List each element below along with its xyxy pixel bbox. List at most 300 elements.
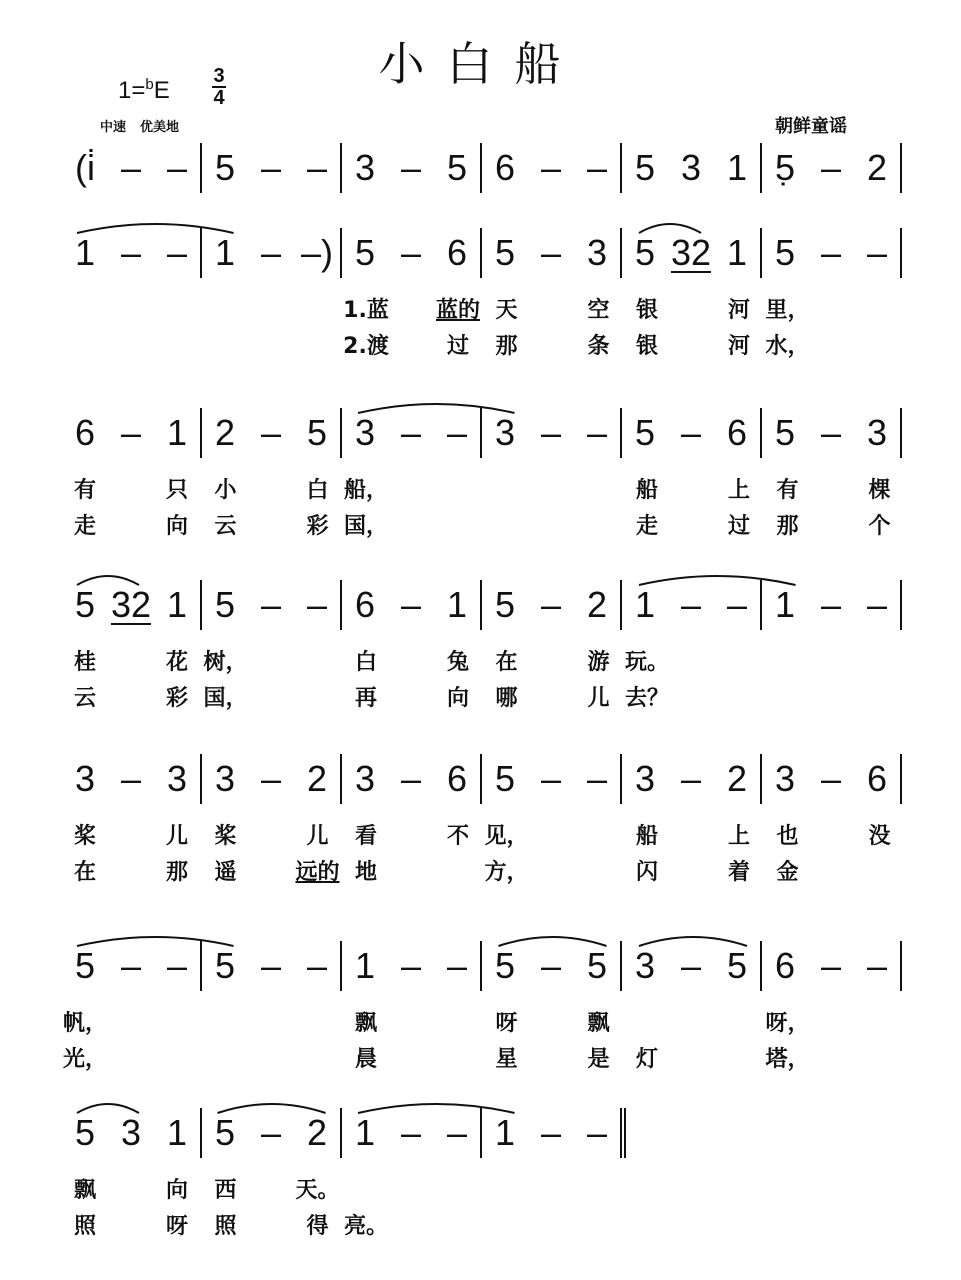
measure (622, 754, 762, 804)
lyric-syllable (108, 509, 154, 540)
measure (62, 754, 202, 804)
note: – (120, 232, 142, 273)
note: – (260, 945, 282, 986)
note: 1 (74, 232, 96, 273)
lyric-syllable: 游 (587, 650, 610, 675)
lyric-syllable (484, 473, 530, 504)
lyric-syllable: 照 (214, 1214, 237, 1239)
note: – (820, 758, 842, 799)
lyric-syllable (716, 645, 762, 676)
lyric-syllable (530, 1209, 576, 1240)
lyric-syllable: 那 (776, 514, 799, 539)
lyric-syllable (154, 329, 200, 360)
lyric-syllable: 西 (214, 1178, 237, 1203)
lyric-syllable (811, 855, 857, 886)
lyric-syllable: 哪 (495, 686, 518, 711)
note: 5 (634, 232, 656, 273)
note: 5 (634, 412, 656, 453)
lyric-syllable: 树， (203, 650, 248, 675)
note: – (680, 945, 702, 986)
note: – (586, 758, 608, 799)
lyric-syllable (530, 509, 576, 540)
note: 1 (494, 1112, 516, 1153)
note: – (260, 412, 282, 453)
lyric-syllable (249, 293, 295, 324)
lyric-syllable: 不 (446, 824, 469, 849)
note: – (726, 584, 748, 625)
lyric-syllable: 个 (868, 514, 891, 539)
note: – (120, 412, 142, 453)
lyric-line-verse-1 (62, 293, 905, 324)
lyric-syllable (295, 293, 341, 324)
lyric-syllable: 金 (776, 860, 799, 885)
lyric-syllable (203, 1042, 249, 1073)
measure (202, 143, 342, 193)
lyric-syllable (435, 1209, 481, 1240)
lyric-syllable: 飘 (587, 1011, 610, 1036)
lyric-syllable (530, 1173, 576, 1204)
measure (62, 1108, 202, 1158)
lyric-syllable (857, 1042, 903, 1073)
note: 1 (214, 232, 236, 273)
note: 6 (494, 147, 516, 188)
lyric-syllable: 国， (343, 514, 388, 539)
measure (342, 754, 482, 804)
note: 3 (120, 1112, 142, 1153)
lyric-syllable (389, 819, 435, 850)
note: 5 (586, 945, 608, 986)
lyric-syllable: 云 (73, 686, 96, 711)
lyric-syllable: 呀 (165, 1214, 188, 1239)
lyric-syllable: 船 (635, 824, 658, 849)
note: – (866, 232, 888, 273)
note: 1 (634, 584, 656, 625)
lyric-syllable (670, 473, 716, 504)
lyric-syllable: 白 (306, 478, 329, 503)
lyric-syllable: 走 (635, 514, 658, 539)
lyric-syllable (576, 473, 622, 504)
lyric-syllable (670, 819, 716, 850)
note: 5 (494, 584, 516, 625)
note: 6 (354, 584, 376, 625)
lyric-syllable (108, 819, 154, 850)
lyric-syllable (811, 681, 857, 712)
lyric-syllable (576, 855, 622, 886)
lyric-syllable: 飘 (73, 1178, 96, 1203)
lyric-syllable: 上 (727, 478, 750, 503)
note: 3 (586, 232, 608, 273)
note: 6 (774, 945, 796, 986)
note: – (820, 584, 842, 625)
key-note: E (153, 77, 170, 104)
lyric-syllable: 着 (727, 860, 750, 885)
measure (762, 408, 902, 458)
note: 6 (74, 412, 96, 453)
lyric-syllable (249, 645, 295, 676)
note: – (866, 584, 888, 625)
lyric-syllable: 远的 (295, 860, 340, 885)
lyric-syllable: 儿 (306, 824, 329, 849)
lyric-syllable: 得 (306, 1214, 329, 1239)
note: – (166, 232, 188, 273)
lyric-syllable: 星 (495, 1047, 518, 1072)
lyric-syllable: 飘 (354, 1011, 377, 1036)
note: 3 (166, 758, 188, 799)
lyric-syllable (811, 509, 857, 540)
lyric-syllable (249, 819, 295, 850)
note: 5 (446, 147, 468, 188)
lyric-syllable (435, 473, 481, 504)
lyric-syllable: 向 (165, 514, 188, 539)
lyric-syllable: 过 (446, 334, 469, 359)
lyric-syllable (857, 293, 903, 324)
lyric-syllable (576, 819, 622, 850)
lyric-syllable (530, 473, 576, 504)
note: – (400, 945, 422, 986)
measure (622, 941, 762, 991)
lyric-syllable (811, 293, 857, 324)
lyric-syllable (203, 1006, 249, 1037)
lyric-syllable (811, 645, 857, 676)
measure (762, 228, 902, 278)
lyric-syllable: 银 (635, 334, 658, 359)
lyric-syllable: 桨 (214, 824, 237, 849)
note: 6 (446, 232, 468, 273)
lyric-syllable (624, 1006, 670, 1037)
lyric-syllable: 天 (495, 298, 518, 323)
note: 1 (446, 584, 468, 625)
measure (342, 143, 482, 193)
note: 5 (774, 232, 796, 273)
lyric-syllable: 也 (776, 824, 799, 849)
note: – (866, 945, 888, 986)
note: – (586, 147, 608, 188)
note: 5 (214, 1112, 236, 1153)
note: 3 (74, 758, 96, 799)
lyric-syllable (249, 473, 295, 504)
lyric-syllable (108, 1042, 154, 1073)
lyric-syllable: 空 (587, 298, 610, 323)
measure (762, 580, 902, 630)
lyric-syllable (389, 293, 435, 324)
lyric-syllable (108, 855, 154, 886)
lyric-syllable (249, 855, 295, 886)
note: – (540, 147, 562, 188)
note: – (400, 758, 422, 799)
lyric-syllable: 光， (62, 1047, 107, 1072)
lyric-line-verse-1 (62, 1173, 624, 1204)
note: – (680, 412, 702, 453)
lyric-syllable (811, 819, 857, 850)
measure (342, 941, 482, 991)
lyric-syllable: 国， (203, 686, 248, 711)
lyric-syllable: 亮。 (343, 1214, 388, 1239)
note: – (446, 1112, 468, 1153)
note: – (400, 147, 422, 188)
time-signature (212, 66, 226, 108)
lyric-syllable: 里， (765, 298, 810, 323)
note: 5 (354, 232, 376, 273)
note: – (540, 758, 562, 799)
lyric-syllable: 看 (354, 824, 377, 849)
measure (62, 228, 202, 278)
note: – (260, 758, 282, 799)
lyric-syllable (484, 1173, 530, 1204)
staff-line (62, 751, 902, 811)
note: 5 (214, 147, 236, 188)
measure (62, 580, 202, 630)
note: – (820, 412, 842, 453)
lyric-syllable (389, 473, 435, 504)
lyric-syllable: 蓝的 (435, 298, 480, 323)
lyric-syllable: 玩。 (624, 650, 669, 675)
lyric-syllable: 船 (635, 478, 658, 503)
lyric-syllable (530, 329, 576, 360)
note: – (306, 147, 328, 188)
lyric-syllable (670, 329, 716, 360)
lyric-syllable: 帆， (62, 1011, 107, 1036)
lyric-syllable: 2.渡 (343, 334, 389, 359)
note: – (260, 147, 282, 188)
lyric-syllable: 呀， (765, 1011, 810, 1036)
note: – (166, 147, 188, 188)
lyric-syllable (203, 329, 249, 360)
note: 5 (306, 412, 328, 453)
lyric-syllable (530, 681, 576, 712)
measure (62, 408, 202, 458)
staff-line (62, 1105, 626, 1165)
note: 3 (494, 412, 516, 453)
lyric-syllable: 云 (214, 514, 237, 539)
lyric-syllable (670, 1042, 716, 1073)
lyric-syllable: 河 (727, 334, 750, 359)
note: – (400, 232, 422, 273)
note: 1 (726, 232, 748, 273)
lyric-line-verse-1 (62, 645, 905, 676)
note: – (120, 758, 142, 799)
lyric-syllable (576, 1209, 622, 1240)
measure (202, 1108, 342, 1158)
note: 2 (306, 1112, 328, 1153)
lyric-syllable (530, 855, 576, 886)
note: 1 (774, 584, 796, 625)
measure (622, 408, 762, 458)
note: – (586, 1112, 608, 1153)
lyric-syllable (811, 473, 857, 504)
note: 32 (670, 232, 712, 273)
measure (762, 143, 902, 193)
staff-line (62, 938, 902, 998)
lyric-syllable: 方， (484, 860, 529, 885)
lyric-syllable (716, 681, 762, 712)
lyric-syllable: 有 (776, 478, 799, 503)
note: – (540, 412, 562, 453)
lyric-syllable (716, 1042, 762, 1073)
measure (62, 143, 202, 193)
lyric-syllable (108, 1209, 154, 1240)
measure (342, 408, 482, 458)
lyric-syllable (108, 1006, 154, 1037)
lyric-line-verse-2 (62, 1042, 905, 1073)
lyric-syllable: 晨 (354, 1047, 377, 1072)
note: – (540, 945, 562, 986)
meter-bottom: 4 (213, 87, 225, 109)
measure (62, 941, 202, 991)
lyric-syllable (857, 681, 903, 712)
lyric-syllable (343, 1173, 389, 1204)
lyric-syllable (154, 1042, 200, 1073)
lyric-syllable (249, 1006, 295, 1037)
note: – (446, 412, 468, 453)
measure (762, 941, 902, 991)
lyric-syllable (108, 293, 154, 324)
note: –) (300, 232, 333, 273)
lyric-syllable (389, 329, 435, 360)
note: 5 (494, 945, 516, 986)
lyric-line-verse-2 (62, 329, 905, 360)
lyric-syllable (530, 1042, 576, 1073)
lyric-syllable: 向 (165, 1178, 188, 1203)
lyric-syllable (62, 329, 108, 360)
lyric-syllable (670, 681, 716, 712)
lyric-syllable: 灯 (635, 1047, 658, 1072)
lyric-syllable: 呀 (495, 1011, 518, 1036)
lyric-syllable (108, 329, 154, 360)
note: 3 (866, 412, 888, 453)
lyric-syllable: 过 (727, 514, 750, 539)
lyric-syllable (857, 855, 903, 886)
measure (202, 228, 342, 278)
note: 2 (866, 147, 888, 188)
measure (202, 941, 342, 991)
lyric-syllable: 见， (484, 824, 529, 849)
lyric-syllable: 是 (587, 1047, 610, 1072)
note: 6 (726, 412, 748, 453)
note: 1 (166, 1112, 188, 1153)
note: – (166, 945, 188, 986)
lyric-syllable: 条 (587, 334, 610, 359)
note: 3 (634, 758, 656, 799)
lyric-syllable (389, 645, 435, 676)
lyric-syllable (716, 1006, 762, 1037)
lyric-syllable: 向 (446, 686, 469, 711)
note: – (400, 412, 422, 453)
lyric-syllable (435, 509, 481, 540)
note: (i̇ (75, 147, 95, 188)
note: – (260, 1112, 282, 1153)
note: 3 (214, 758, 236, 799)
measure (482, 580, 622, 630)
lyric-syllable (670, 509, 716, 540)
lyric-syllable: 花 (165, 650, 188, 675)
lyric-syllable (435, 1006, 481, 1037)
note: 5 (74, 945, 96, 986)
measure (482, 143, 622, 193)
lyric-syllable: 白 (354, 650, 377, 675)
measure (482, 408, 622, 458)
note: – (120, 945, 142, 986)
note: 5 (774, 412, 796, 453)
note: 3 (354, 412, 376, 453)
lyric-syllable: 桨 (73, 824, 96, 849)
note: 5 (494, 758, 516, 799)
lyric-syllable: 船， (343, 478, 388, 503)
measure (202, 580, 342, 630)
measure (342, 1108, 482, 1158)
note: – (820, 147, 842, 188)
lyric-syllable: 彩 (306, 514, 329, 539)
lyric-syllable (670, 645, 716, 676)
note: 5 (494, 232, 516, 273)
lyric-syllable: 那 (165, 860, 188, 885)
lyric-syllable: 河 (727, 298, 750, 323)
measure (622, 580, 762, 630)
note: 3 (680, 147, 702, 188)
lyric-syllable (435, 1042, 481, 1073)
lyric-syllable (108, 473, 154, 504)
lyric-syllable (435, 855, 481, 886)
note: 2 (726, 758, 748, 799)
note: 2 (214, 412, 236, 453)
lyric-syllable (108, 1173, 154, 1204)
measure (342, 228, 482, 278)
lyric-syllable (295, 645, 341, 676)
lyric-syllable (576, 1173, 622, 1204)
lyric-line-verse-1 (62, 1006, 905, 1037)
lyric-syllable: 走 (73, 514, 96, 539)
lyric-syllable (389, 1173, 435, 1204)
lyric-syllable (203, 293, 249, 324)
lyric-syllable (670, 293, 716, 324)
lyric-syllable (530, 293, 576, 324)
lyric-syllable (108, 645, 154, 676)
lyric-syllable (530, 819, 576, 850)
note: 5̣ (774, 147, 796, 188)
lyric-syllable: 在 (495, 650, 518, 675)
lyric-syllable: 只 (165, 478, 188, 503)
lyric-syllable (295, 681, 341, 712)
lyric-syllable (389, 1006, 435, 1037)
lyric-syllable (249, 1173, 295, 1204)
note: 5 (634, 147, 656, 188)
lyric-line-verse-2 (62, 681, 905, 712)
lyric-syllable: 地 (354, 860, 377, 885)
lyric-syllable (154, 293, 200, 324)
lyric-syllable (295, 1006, 341, 1037)
lyric-syllable: 水， (765, 334, 810, 359)
note: 1 (166, 584, 188, 625)
lyric-syllable (484, 509, 530, 540)
lyric-syllable: 闪 (635, 860, 658, 885)
note: 5 (74, 584, 96, 625)
lyric-syllable: 上 (727, 824, 750, 849)
lyric-syllable (249, 1042, 295, 1073)
note: 5 (214, 584, 236, 625)
lyric-syllable: 塔， (765, 1047, 810, 1072)
lyric-syllable (249, 329, 295, 360)
lyric-syllable (295, 329, 341, 360)
note: 5 (74, 1112, 96, 1153)
meter-top: 3 (213, 65, 225, 87)
lyric-syllable (108, 681, 154, 712)
lyric-syllable (857, 1006, 903, 1037)
song-title: 小白船 (378, 37, 583, 91)
note: 1 (354, 945, 376, 986)
lyric-syllable (389, 681, 435, 712)
lyric-syllable: 棵 (868, 478, 891, 503)
note: 5 (726, 945, 748, 986)
lyric-syllable: 兔 (446, 650, 469, 675)
